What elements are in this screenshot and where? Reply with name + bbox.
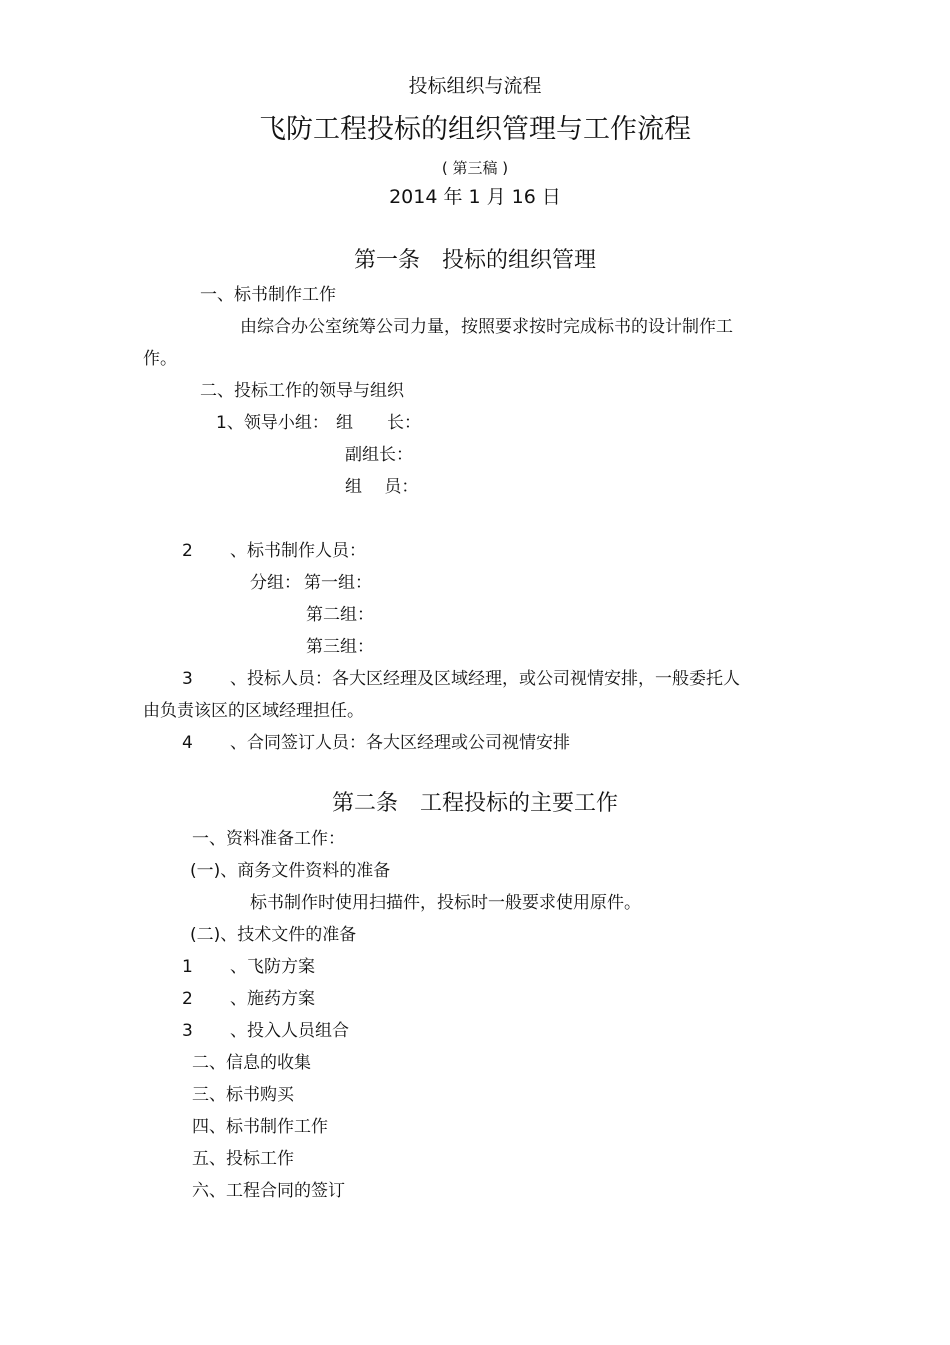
article2-subsection2: (二)、技术文件的准备: [190, 925, 357, 945]
document-date: 2014 年 1 月 16 日: [389, 186, 561, 208]
article2-section6: 六、工程合同的签订: [192, 1181, 345, 1201]
article1-section1-paragraph-cont: 作。: [143, 349, 177, 369]
article2-section1: 一、资料准备工作：: [192, 829, 345, 849]
tech-item-text: 、施药方案: [230, 989, 315, 1009]
item3-number: 3: [182, 669, 193, 689]
tech-item-number: 2: [182, 989, 193, 1009]
group3-label: 第三组：: [306, 637, 374, 657]
item4-text: 、合同签订人员：各大区经理或公司视情安排: [230, 733, 570, 753]
grouping-label: 分组：: [250, 573, 301, 593]
article2-title: 第二条 工程投标的主要工作: [331, 791, 618, 816]
article2-section5: 五、投标工作: [192, 1149, 294, 1169]
item2-number: 2: [182, 541, 193, 561]
article1-section2-heading: 二、投标工作的领导与组织: [200, 381, 404, 401]
article2-subsection1-paragraph: 标书制作时使用扫描件，投标时一般要求使用原件。: [250, 893, 641, 913]
group-leader-label: 组 长：: [336, 413, 421, 433]
article2-section3: 三、标书购买: [192, 1085, 294, 1105]
item4-number: 4: [182, 733, 193, 753]
draft-label: ( 第三稿 ): [441, 159, 509, 177]
tech-item-text: 、飞防方案: [230, 957, 315, 977]
article1-section1-paragraph: 由综合办公室统筹公司力量，按照要求按时完成标书的设计制作工: [240, 317, 733, 337]
article1-section1-heading: 一、标书制作工作: [200, 285, 336, 305]
group1-label: 第一组：: [304, 573, 372, 593]
document-header: 投标组织与流程: [408, 75, 542, 97]
item2-label: 、标书制作人员：: [230, 541, 366, 561]
item3-text-cont: 由负责该区的区域经理担任。: [143, 701, 364, 721]
article2-section4: 四、标书制作工作: [192, 1117, 328, 1137]
deputy-leader-label: 副组长：: [345, 445, 413, 465]
article2-subsection1: (一)、商务文件资料的准备: [190, 861, 391, 881]
article2-section2: 二、信息的收集: [192, 1053, 311, 1073]
tech-item-number: 3: [182, 1021, 193, 1041]
tech-item-number: 1: [182, 957, 193, 977]
item3-text: 、投标人员：各大区经理及区域经理，或公司视情安排，一般委托人: [230, 669, 740, 689]
tech-item-text: 、投入人员组合: [230, 1021, 349, 1041]
article1-title: 第一条 投标的组织管理: [353, 248, 596, 273]
group-member-label: 组 员：: [345, 477, 419, 497]
group2-label: 第二组：: [306, 605, 374, 625]
leadership-group-label: 1、领导小组：: [216, 413, 329, 433]
document-title: 飞防工程投标的组织管理与工作流程: [259, 114, 691, 145]
